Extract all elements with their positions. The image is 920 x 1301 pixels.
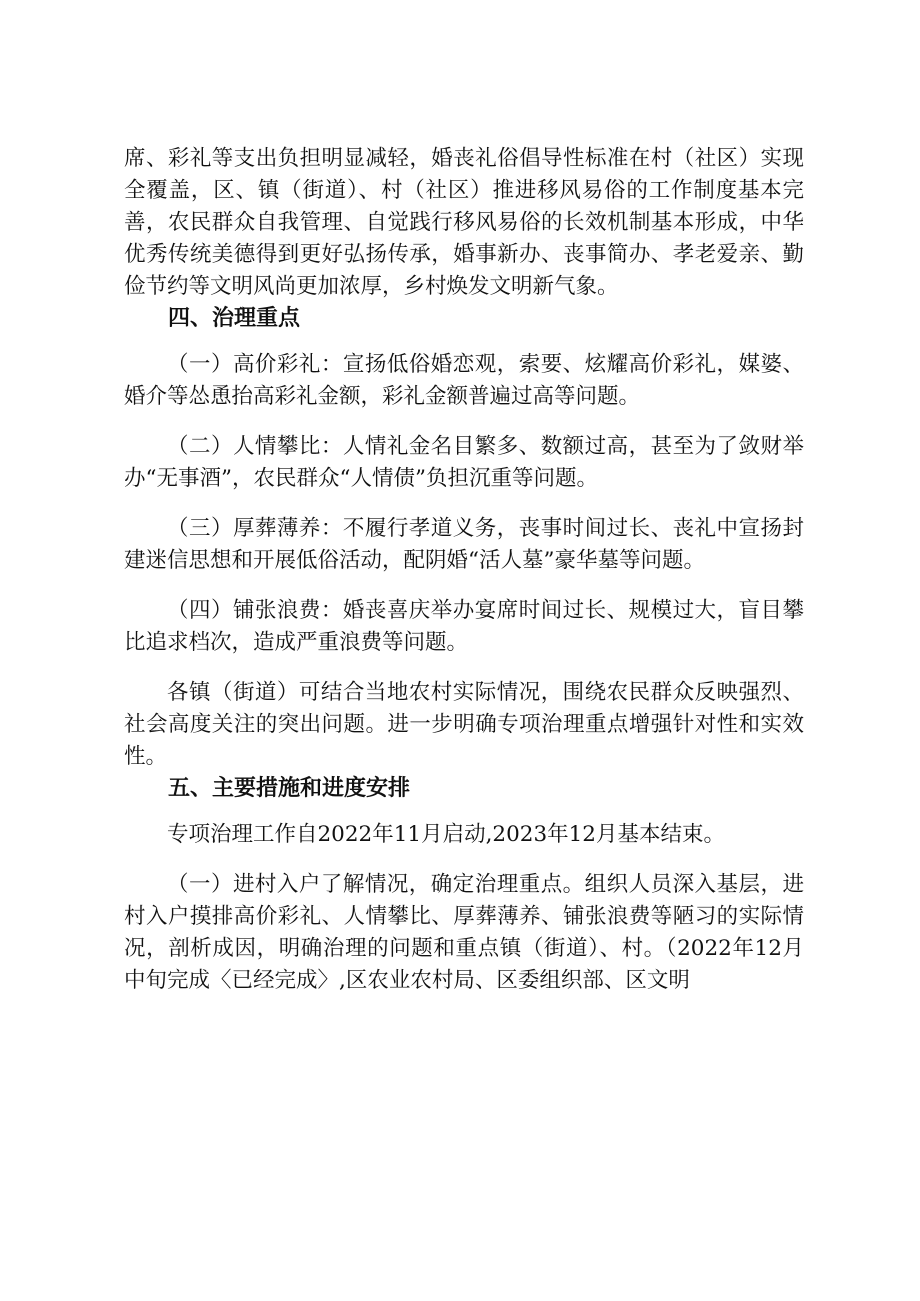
section-4-heading: 四、治理重点 bbox=[168, 306, 301, 331]
section-4-note: 各镇（街道）可结合当地农村实际情况，围绕农民群众反映强烈、社会高度关注的突出问题。进一步明确专项治理重点增强针对性和实效性。 bbox=[124, 680, 804, 769]
section-4-item-3: （三）厚葬薄养：不履行孝道义务，丧事时间过长、丧礼中宣扬封建迷信思想和开展低俗活动，配阴婚“活人墓”豪华墓等问题。 bbox=[124, 516, 804, 573]
section-5-timeline: 专项治理工作自2022年11月启动,2023年12月基本结束。 bbox=[167, 822, 725, 847]
section-5-item-1: （一）进村入户了解情况，确定治理重点。组织人员深入基层，进村入户摸排高价彩礼、人情攀比、厚葬薄养、铺张浪费等陋习的实际情况，剖析成因，明确治理的问题和重点镇（街道）、村。（2022年12月中旬完成〈已经完成〉,区农业农村局、区委组织部、区文明 bbox=[124, 872, 804, 993]
intro-paragraph: 席、彩礼等支出负担明显减轻，婚丧礼俗倡导性标准在村（社区）实现全覆盖，区、镇（街道）、村（社区）推进移风易俗的工作制度基本完善，农民群众自我管理、自觉践行移风易俗的长效机制基本形成，中华优秀传统美德得到更好弘扬传承，婚事新办、丧事简办、孝老爱亲、勤俭节约等文明风尚更加浓厚，乡村焕发文明新气象。 bbox=[124, 146, 804, 299]
section-4-item-1: （一）高价彩礼：宣扬低俗婚恋观，索要、炫耀高价彩礼，媒婆、婚介等怂恿抬高彩礼金额，彩礼金额普遍过高等问题。 bbox=[124, 352, 804, 409]
document-body bbox=[124, 143, 804, 997]
section-4-item-4: （四）铺张浪费：婚丧喜庆举办宴席时间过长、规模过大，盲目攀比追求档次，造成严重浪费等问题。 bbox=[124, 598, 804, 655]
section-5-heading: 五、主要措施和进度安排 bbox=[168, 776, 411, 801]
section-4-item-2: （二）人情攀比：人情礼金名目繁多、数额过高，甚至为了敛财举办“无事酒”，农民群众“人情债”负担沉重等问题。 bbox=[124, 434, 804, 491]
